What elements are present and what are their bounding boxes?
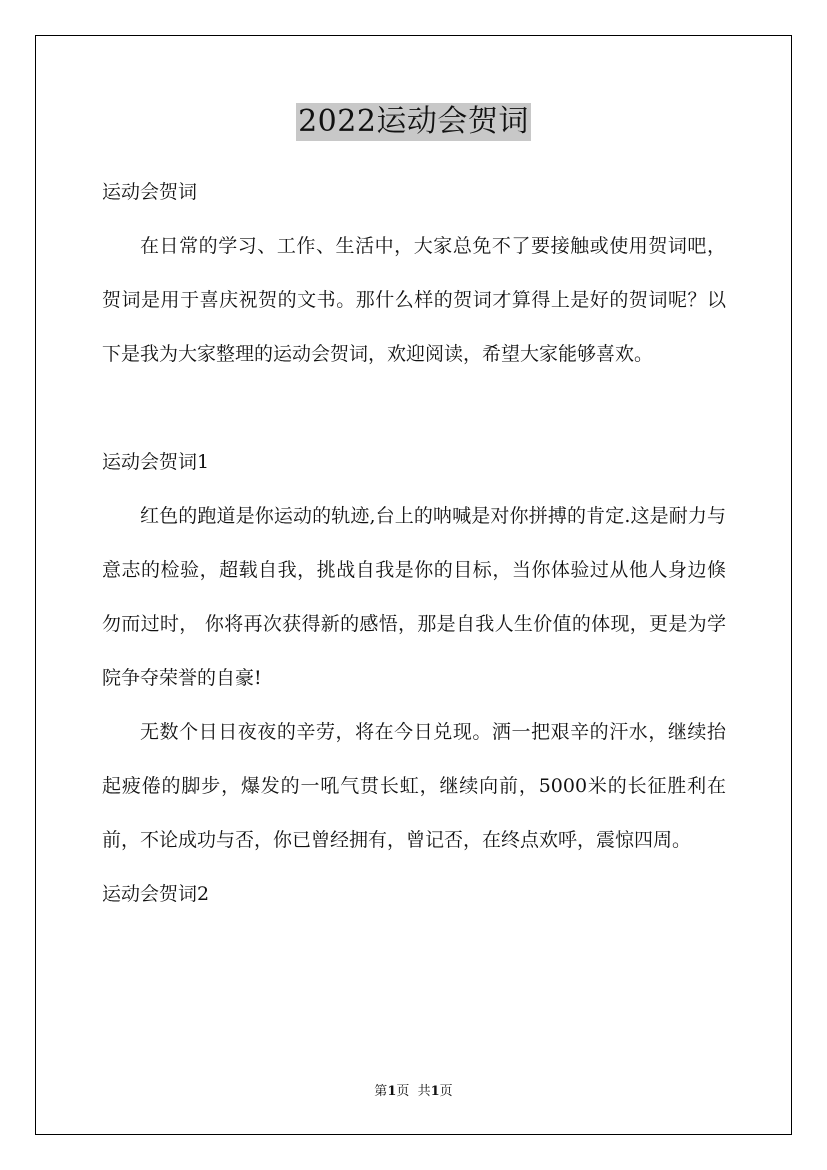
footer-total-pages: 1 [430,1084,440,1099]
section-1-heading: 运动会贺词1 [102,451,210,473]
section-1-paragraph-1: 红色的跑道是你运动的轨迹,台上的呐喊是对你拼搏的肯定.这是耐力与意志的检验，超载自我，挑战自我是你的目标，当你体验过从他人身边倏勿而过时， 你将再次获得新的感悟，那是自我人生价值的体现，更是为学院争夺荣誉的自豪! [102,505,726,689]
footer-current-page: 1 [387,1084,397,1099]
document-body [102,165,726,921]
section-spacer [102,381,726,435]
section-2-heading: 运动会贺词2 [102,883,210,905]
footer-prefix: 第 [374,1084,388,1099]
document-title: 2022运动会贺词 [298,104,529,139]
page-footer [0,1082,827,1102]
intro-paragraph: 在日常的学习、工作、生活中，大家总免不了要接触或使用贺词吧，贺词是用于喜庆祝贺的文书。那什么样的贺词才算得上是好的贺词呢？以下是我为大家整理的运动会贺词，欢迎阅读，希望大家能够喜欢。 [102,235,726,365]
footer-middle: 页 共 [396,1084,431,1099]
footer-suffix: 页 [439,1084,453,1099]
section-1-paragraph-2: 无数个日日夜夜的辛劳，将在今日兑现。洒一把艰辛的汗水，继续抬起疲倦的脚步，爆发的一吼气贯长虹，继续向前，5000米的长征胜利在前，不论成功与否，你已曾经拥有，曾记否，在终点欢呼，震惊四周。 [102,721,726,851]
intro-heading: 运动会贺词 [102,181,198,203]
title-container [0,103,827,141]
